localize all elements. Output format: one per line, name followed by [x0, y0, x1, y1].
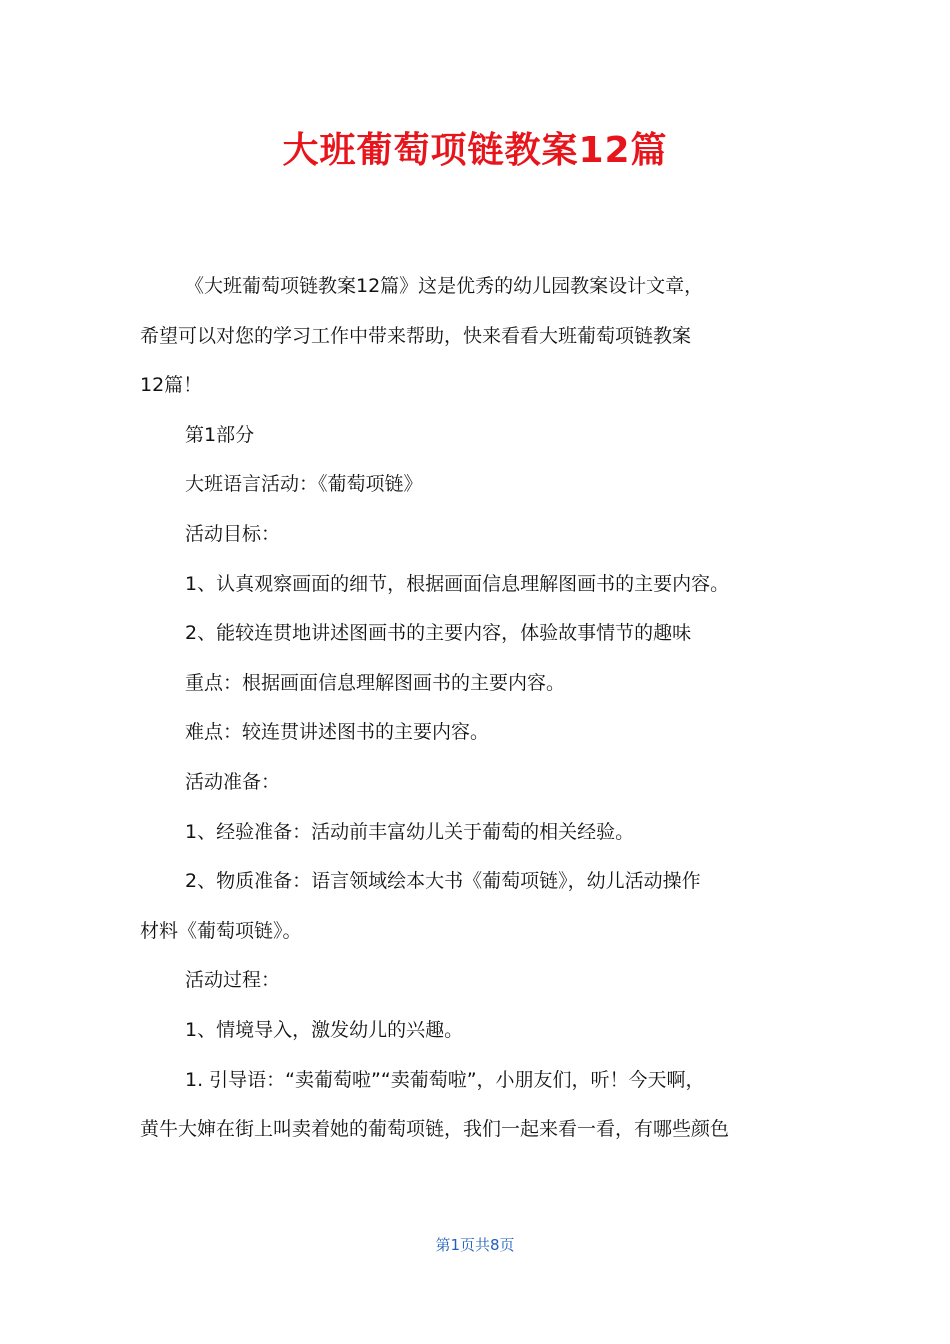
- paragraph-line: 《大班葡萄项链教案12篇》这是优秀的幼儿园教案设计文章，: [185, 275, 704, 297]
- paragraph-line: 12篇！: [140, 374, 203, 397]
- paragraph-line: 1. 引导语：“卖葡萄啦”“卖葡萄啦”，小朋友们，听！今天啊，: [185, 1068, 705, 1091]
- paragraph-line: 活动目标：: [185, 522, 281, 545]
- paragraph-line: 黄牛大婶在街上叫卖着她的葡萄项链，我们一起来看一看，有哪些颜色: [140, 1118, 730, 1141]
- paragraph-line: 活动准备：: [185, 770, 281, 793]
- paragraph-line: 2、能较连贯地讲述图画书的主要内容，体验故事情节的趣味: [185, 622, 692, 645]
- paragraph-line: 第1部分: [185, 423, 255, 446]
- paragraph-line: 大班语言活动：《葡萄项链》: [185, 473, 423, 496]
- paragraph-line: 难点：较连贯讲述图书的主要内容。: [185, 721, 490, 744]
- document-body: [140, 262, 820, 1155]
- paragraph-line: 活动过程：: [185, 969, 281, 992]
- document-title: 大班葡萄项链教案12篇: [282, 130, 668, 171]
- paragraph-line: 1、情境导入，激发幼儿的兴趣。: [185, 1018, 464, 1041]
- paragraph-line: 1、认真观察画面的细节，根据画面信息理解图画书的主要内容。: [185, 572, 730, 595]
- paragraph-line: 重点：根据画面信息理解图画书的主要内容。: [185, 671, 566, 694]
- paragraph-line: 材料《葡萄项链》。: [140, 919, 302, 942]
- paragraph-line: 希望可以对您的学习工作中带来帮助，快来看看大班葡萄项链教案: [140, 324, 692, 347]
- page-footer: 第1页共8页: [435, 1236, 515, 1254]
- paragraph-line: 1、经验准备：活动前丰富幼儿关于葡萄的相关经验。: [185, 820, 635, 843]
- paragraph-line: 2、物质准备：语言领域绘本大书《葡萄项链》，幼儿活动操作: [185, 870, 701, 893]
